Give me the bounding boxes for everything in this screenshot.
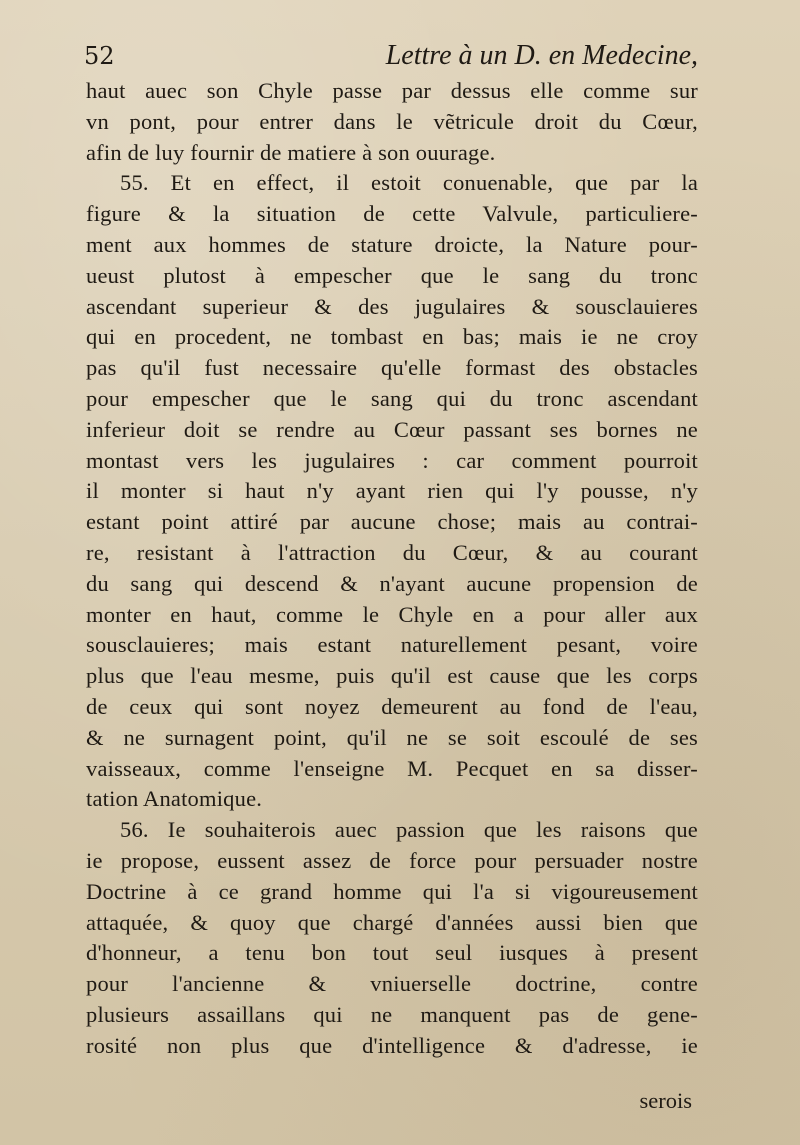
text-line: re, resistant à l'attraction du Cœur, & au courant: [86, 539, 698, 565]
text-line: pour empescher que le sang qui du tronc ascendant: [86, 385, 698, 411]
text-line: ie propose, eussent assez de force pour persuader nostre: [86, 847, 698, 873]
text-line: d'honneur, a tenu bon tout seul iusques à present: [86, 940, 698, 966]
running-title: Lettre à un D. en Medecine,: [385, 40, 698, 71]
text-line: plus que l'eau mesme, puis qu'il est cause que les corps: [86, 663, 698, 689]
text-line: figure & la situation de cette Valvule, particuliere-: [86, 201, 698, 227]
text-line: ueust plutost à empescher que le sang du tronc: [86, 262, 698, 288]
text-line: montast vers les jugulaires : car comment pourroit: [86, 447, 698, 473]
text-line: plusieurs assaillans qui ne manquent pas de gene-: [86, 1001, 698, 1027]
page-header: [84, 40, 704, 80]
text-line: 56. Ie souhaiterois auec passion que les raisons que: [120, 817, 698, 843]
text-line: ascendant superieur & des jugulaires & sousclauieres: [86, 293, 698, 319]
text-line: sousclauieres; mais estant naturellement pesant, voire: [86, 632, 698, 658]
body-text: [86, 76, 698, 1062]
text-line: monter en haut, comme le Chyle en a pour aller aux: [86, 601, 698, 627]
text-line: vn pont, pour entrer dans le vẽtricule droit du Cœur,: [86, 108, 698, 134]
text-line: de ceux qui sont noyez demeurent au fond de l'eau,: [86, 693, 698, 719]
page-number: 52: [84, 42, 115, 70]
text-line: afin de luy fournir de matiere à son ouurage.: [86, 139, 496, 165]
text-line: haut auec son Chyle passe par dessus elle comme sur: [86, 78, 698, 103]
text-line: qui en procedent, ne tombast en bas; mais ie ne croy: [86, 324, 698, 350]
text-line: ment aux hommes de stature droicte, la Nature pour-: [86, 231, 698, 257]
text-line: tation Anatomique.: [86, 786, 263, 812]
text-line: du sang qui descend & n'ayant aucune propension de: [86, 570, 698, 596]
catchword: serois: [639, 1088, 692, 1113]
text-line: inferieur doit se rendre au Cœur passant ses bornes ne: [86, 416, 698, 442]
text-line: & ne surnagent point, qu'il ne se soit escoulé de ses: [86, 724, 698, 750]
text-line: rosité non plus que d'intelligence & d'adresse, ie: [86, 1032, 698, 1058]
text-line: estant point attiré par aucune chose; mais au contrai-: [86, 509, 698, 535]
text-line: attaquée, & quoy que chargé d'années aussi bien que: [86, 909, 698, 935]
text-line: vaisseaux, comme l'enseigne M. Pecquet en sa disser-: [86, 755, 698, 781]
text-line: il monter si haut n'y ayant rien qui l'y pousse, n'y: [86, 478, 698, 504]
text-line: Doctrine à ce grand homme qui l'a si vigoureusement: [86, 878, 698, 904]
text-line: pour l'ancienne & vniuerselle doctrine, contre: [86, 971, 698, 997]
text-line: pas qu'il fust necessaire qu'elle formast des obstacles: [86, 355, 698, 381]
text-line: 55. Et en effect, il estoit conuenable, que par la: [120, 170, 698, 196]
